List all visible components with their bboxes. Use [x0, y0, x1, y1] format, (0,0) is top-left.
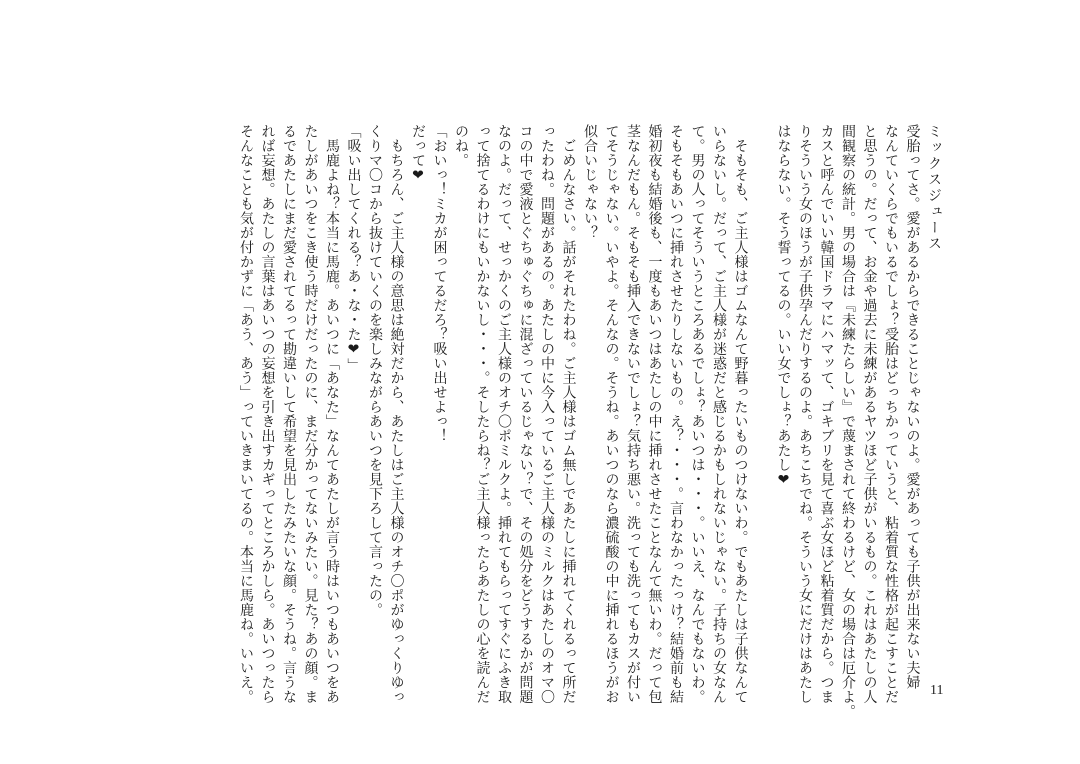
text-column: いらないし。だって、ご主人様が迷惑だと感じるかもしれないじゃない。子持ちの女なん	[711, 124, 727, 704]
text-column: そもそも、ご主人様はゴムなんて野暮ったいものつけないわ。でもあたしは子供なんて	[732, 124, 749, 704]
text-column: カスと呼んでいい韓国ドラマにハマッて、ゴキブリを見て喜ぶ女ほど粘着質だから。つま	[818, 124, 835, 704]
text-column: れば妄想。あたしの言葉はあいつの妄想を引き出すカギってところかしら。あいつったら	[259, 124, 276, 704]
text-column: 茎なんだもん。そもそも挿入できないでしょ？気持ち悪い。洗っても洗ってもカスが付い	[625, 124, 641, 704]
text-column: 受胎ってさ。愛があるからできることじゃないのよ。愛があっても子供が出来ない夫婦	[904, 124, 921, 690]
text-column: コの中で愛液とぐちゅぐちゅに混ざっているじゃない？で、その処分をどうするかが問題	[517, 124, 534, 704]
text-column: 馬鹿よね？本当に馬鹿。あいつに「あなた」なんてあたしが言う時はいつもあいつをあ	[324, 124, 340, 704]
text-column: はならない。そう誓ってるの。いい女でしょ？あたし❤	[775, 124, 792, 489]
chapter-title: ミックスジュース	[926, 124, 942, 252]
text-column: 似合いじゃない？	[582, 124, 598, 240]
text-column: ったわね。問題があるの。あたしの中に今入っているご主人様のミルクはあたしのオマ〇	[539, 124, 555, 704]
text-column: 間観察の統計。男の場合は『未練たらしい』で蔑まされて終わるけど、女の場合は厄介よ。	[840, 124, 856, 719]
text-column	[751, 124, 773, 684]
text-column: 「吸い出してくれる？あ・な・た❤」	[345, 124, 362, 373]
text-column: くりマ〇コから抜けていくのを楽しみながらあいつを見下ろして言ったの。	[367, 124, 383, 617]
text-column: 婚初夜も結婚後も、一度もあいつはあたしの中に挿れさせたことなんて無いわ。だって包	[646, 124, 663, 704]
title-spacer-column	[923, 124, 945, 684]
text-column: たしがあいつをこき使う時だけだったのに、まだ分かってないみたい。見た？あの顔。ま	[302, 124, 319, 704]
text-column: るであたしにまだ愛されてるって勘違いして希望を見出したみたいな顔。そうね。言うな	[281, 124, 297, 704]
text-column: なのよ。だって、せっかくのご主人様のオチ〇ポミルクよ。挿れてもらってすぐにふき取	[496, 124, 512, 704]
text-column: てそうじゃない。いやよ。そんなの。そうね。あいつのなら濃硫酸の中に挿れるほうがお	[603, 124, 620, 704]
text-column: そもそもあいつに挿れさせたりしないもの。え？・・・。言わなかったっけ？結婚前も結	[668, 124, 684, 704]
text-column: と思うの。だって、お金や過去に未練があるヤツほど子供がいるもの。これはあたしの人	[861, 124, 878, 704]
text-column: もちろん、ご主人様の意思は絶対だから、あたしはご主人様のオチ〇ポがゆっくりゆっ	[388, 124, 405, 704]
text-column: りそういう女のほうが子供孕んだりするのよ。あちこちでね。そういう女にだけはあたし	[797, 124, 813, 704]
text-column: って捨てるわけにもいかないし・・・。そしたらね？ご主人様ったらあたしの心を読んだ	[474, 124, 491, 704]
text-column: て。男の人ってそういうところあるでしょ？あいつは・・・。いいえ、なんでもないわ。	[689, 124, 706, 704]
text-column: なんていくらでもいるでしょ？受胎はどっちかっていうと、粘着質な性格が起こすことだ	[883, 124, 899, 704]
text-column: だって❤	[410, 124, 426, 184]
text-column: そんなことも気が付かずに「あう、あう」っていきまいてるの。本当に馬鹿ね。いいえ。	[238, 124, 254, 704]
text-column: ごめんなさい。話がそれたわね。ご主人様はゴム無しであたしに挿れてくれるって所だ	[560, 124, 577, 704]
page-number: 11	[930, 683, 944, 698]
text-column: のね。	[453, 124, 469, 168]
text-column: 「おいっ！ミカが困ってるだろ？吸い出せよっ！	[431, 124, 448, 443]
